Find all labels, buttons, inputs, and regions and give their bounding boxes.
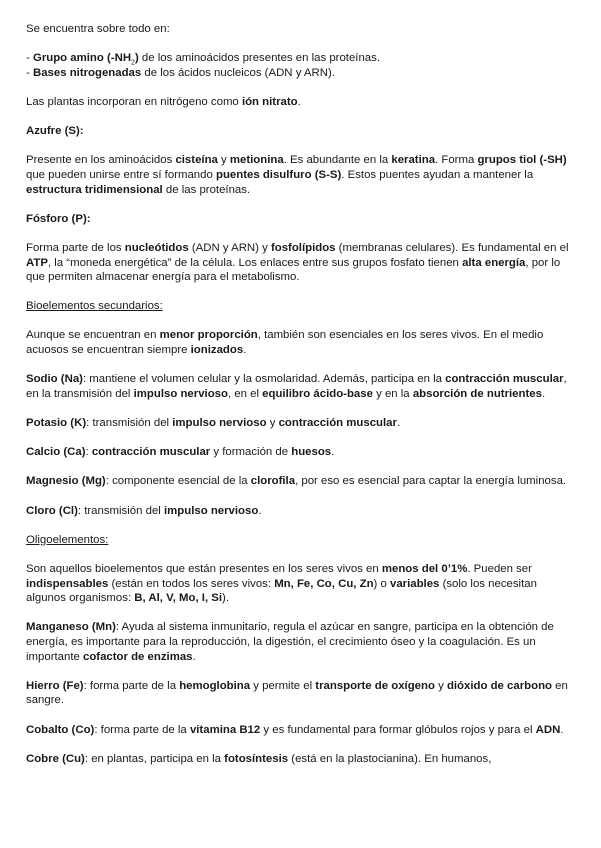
secundarios-intro: Aunque se encuentran en menor proporción, también son esenciales en los seres vivos. En el medio acuosos se encuentran siempre ionizados.: [26, 329, 544, 357]
potasio-paragraph: Potasio (K): transmisión del impulso nervioso y contracción muscular.: [26, 417, 401, 430]
hierro-paragraph: Hierro (Fe): forma parte de la hemoglobina y permite el transporte de oxígeno y dióxido de carbono en sangre.: [26, 679, 568, 707]
cobalto-paragraph: Cobalto (Co): forma parte de la vitamina B12 y es fundamental para formar glóbulos rojos y para el ADN.: [26, 723, 564, 736]
list-item: - Bases nitrogenadas de los ácidos nucleicos (ADN y ARN).: [26, 66, 335, 79]
nitrate-paragraph: Las plantas incorporan en nitrógeno como ión nitrato.: [26, 95, 301, 108]
oligo-title: Oligoelementos:: [26, 533, 109, 546]
sodio-paragraph: Sodio (Na): mantiene el volumen celular y la osmolaridad. Además, participa en la contracción muscular, en la transmisión del impulso nervioso, en el equilibro ácido-base y en la absorción de nutrientes.: [26, 373, 567, 400]
secundarios-title: Bioelementos secundarios:: [26, 300, 163, 313]
manganeso-paragraph: Manganeso (Mn): Ayuda al sistema inmunitario, regula el azúcar en sangre, participa en la obtención de energía, es importante para la reproducción, la digestión, el crecimiento óseo y la coagulación. Es un importante cofactor de enzimas.: [26, 621, 554, 663]
fosforo-title: Fósforo (P):: [26, 212, 91, 225]
oligo-intro: Son aquellos bioelementos que están presentes en los seres vivos en menos del 0’1%. Pueden ser indispensables (están en todos los seres vivos: Mn, Fe, Co, Cu, Zn) o variables (solo los necesitan algunos organismos: B, Al, V, Mo, I, Si).: [26, 562, 537, 605]
fosforo-paragraph: Forma parte de los nucleótidos (ADN y ARN) y fosfolípidos (membranas celulares). Es fundamental en el ATP, la “moneda energética” de la célula. Los enlaces entre sus grupos fosfato tienen alta energía, por lo que permiten almacenar energía para el metabolismo.: [26, 241, 569, 284]
cobre-paragraph: Cobre (Cu): en plantas, participa en la fotosíntesis (está en la plastocianina). En humanos,: [26, 752, 492, 765]
magnesio-paragraph: Magnesio (Mg): componente esencial de la clorofila, por eso es esencial para captar la energía luminosa.: [26, 475, 567, 488]
calcio-paragraph: Calcio (Ca): contracción muscular y formación de huesos.: [26, 446, 335, 459]
nitrogen-list: [26, 51, 575, 80]
intro-heading: Se encuentra sobre todo en:: [26, 23, 170, 35]
azufre-title: Azufre (S):: [26, 125, 84, 138]
list-item: - Grupo amino $(-NH_2)$ de los aminoácidos presentes en las proteínas.: [26, 52, 380, 67]
azufre-paragraph: Presente en los aminoácidos cisteína y metionina. Es abundante en la keratina. Forma grupos tiol (-SH) que pueden unirse entre sí formando puentes disulfuro (S-S). Estos puentes ayudan a mantener la estructura tridimensional de las proteínas.: [26, 154, 567, 196]
cloro-paragraph: Cloro (Cl): transmisión del impulso nervioso.: [26, 504, 262, 517]
